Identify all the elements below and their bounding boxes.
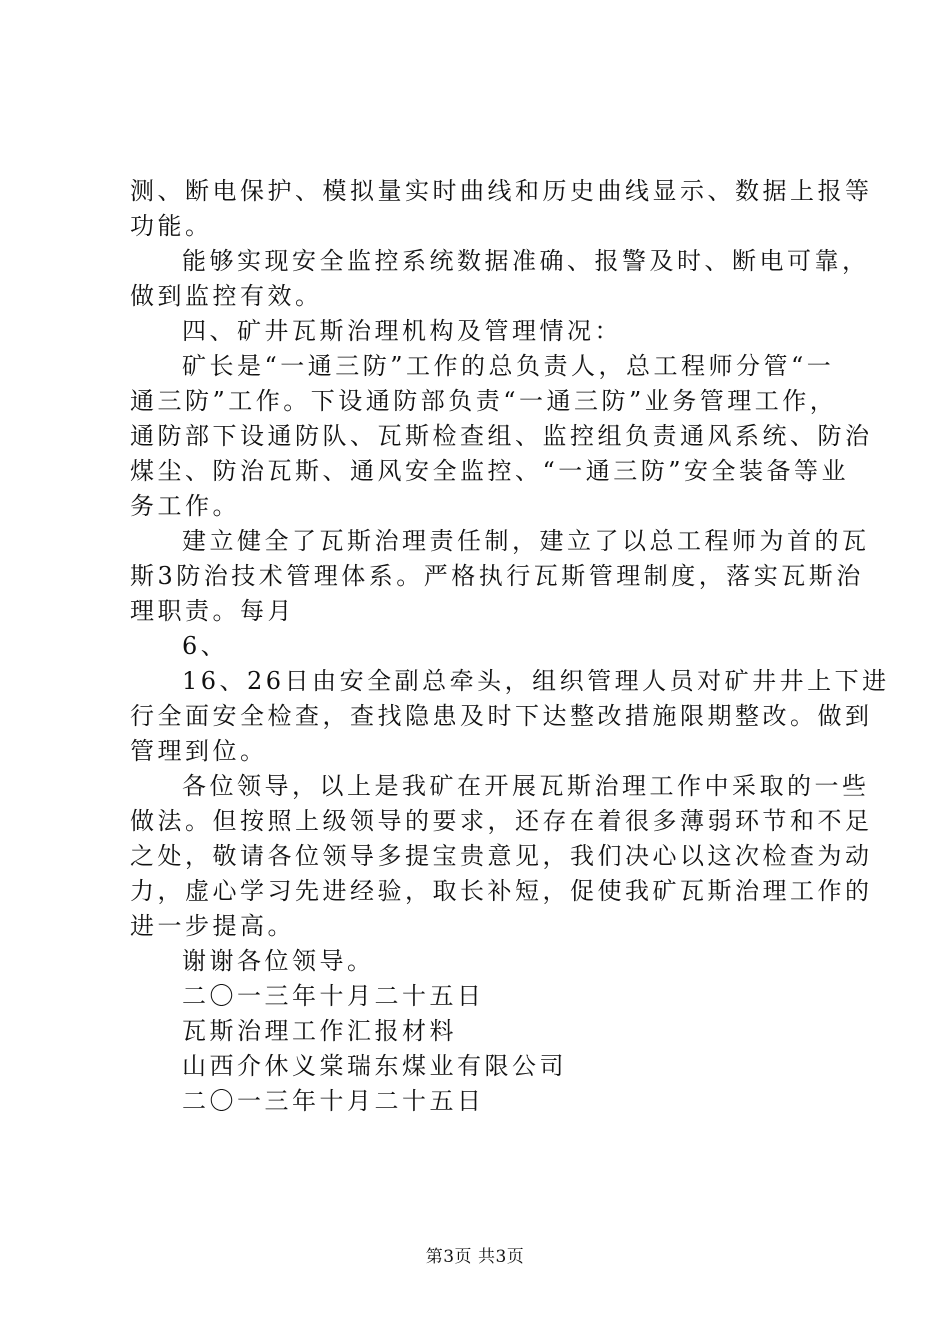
document-line: 建立健全了瓦斯治理责任制，建立了以总工程师为首的瓦	[182, 527, 870, 555]
page-footer: 第3页 共3页	[425, 1247, 525, 1267]
document-line: 通三防”工作。下设通防部负责“一通三防”业务管理工作，	[130, 387, 838, 415]
document-line: 做到监控有效。	[130, 282, 323, 310]
document-line: 之处，敬请各位领导多提宝贵意见，我们决心以这次检查为动	[130, 842, 873, 870]
document-line: 瓦斯治理工作汇报材料	[182, 1017, 457, 1045]
document-line: 进一步提高。	[130, 912, 295, 940]
document-line: 各位领导，以上是我矿在开展瓦斯治理工作中采取的一些	[182, 772, 870, 800]
document-line: 测、断电保护、模拟量实时曲线和历史曲线显示、数据上报等	[130, 177, 873, 205]
document-line: 管理到位。	[130, 737, 268, 765]
document-line: 山西介休义棠瑞东煤业有限公司	[182, 1052, 567, 1080]
document-line: 矿长是“一通三防”工作的总负责人，总工程师分管“一	[182, 352, 835, 380]
document-line: 通防部下设通防队、瓦斯检查组、监控组负责通风系统、防治	[130, 422, 873, 450]
document-line: 二〇一三年十月二十五日	[182, 982, 485, 1010]
document-line: 力，虚心学习先进经验，取长补短，促使我矿瓦斯治理工作的	[130, 877, 873, 905]
document-line: 能够实现安全监控系统数据准确、报警及时、断电可靠，	[182, 247, 870, 275]
document-line: 二〇一三年十月二十五日	[182, 1087, 485, 1115]
document-line: 煤尘、防治瓦斯、通风安全监控、“一通三防”安全装备等业	[130, 457, 850, 485]
document-line: 谢谢各位领导。	[182, 947, 375, 975]
document-line: 功能。	[130, 212, 213, 240]
document-line: 16、26日由安全副总牵头，组织管理人员对矿井井上下进	[182, 667, 890, 695]
document-line: 四、矿井瓦斯治理机构及管理情况：	[182, 317, 622, 345]
document-body	[130, 174, 890, 1119]
document-line: 理职责。每月	[130, 597, 295, 625]
document-line: 斯3防治技术管理体系。严格执行瓦斯管理制度，落实瓦斯治	[130, 562, 864, 590]
document-line: 6、	[182, 632, 229, 660]
document-line: 行全面安全检查，查找隐患及时下达整改措施限期整改。做到	[130, 702, 873, 730]
document-line: 做法。但按照上级领导的要求，还存在着很多薄弱环节和不足	[130, 807, 873, 835]
document-line: 务工作。	[130, 492, 240, 520]
